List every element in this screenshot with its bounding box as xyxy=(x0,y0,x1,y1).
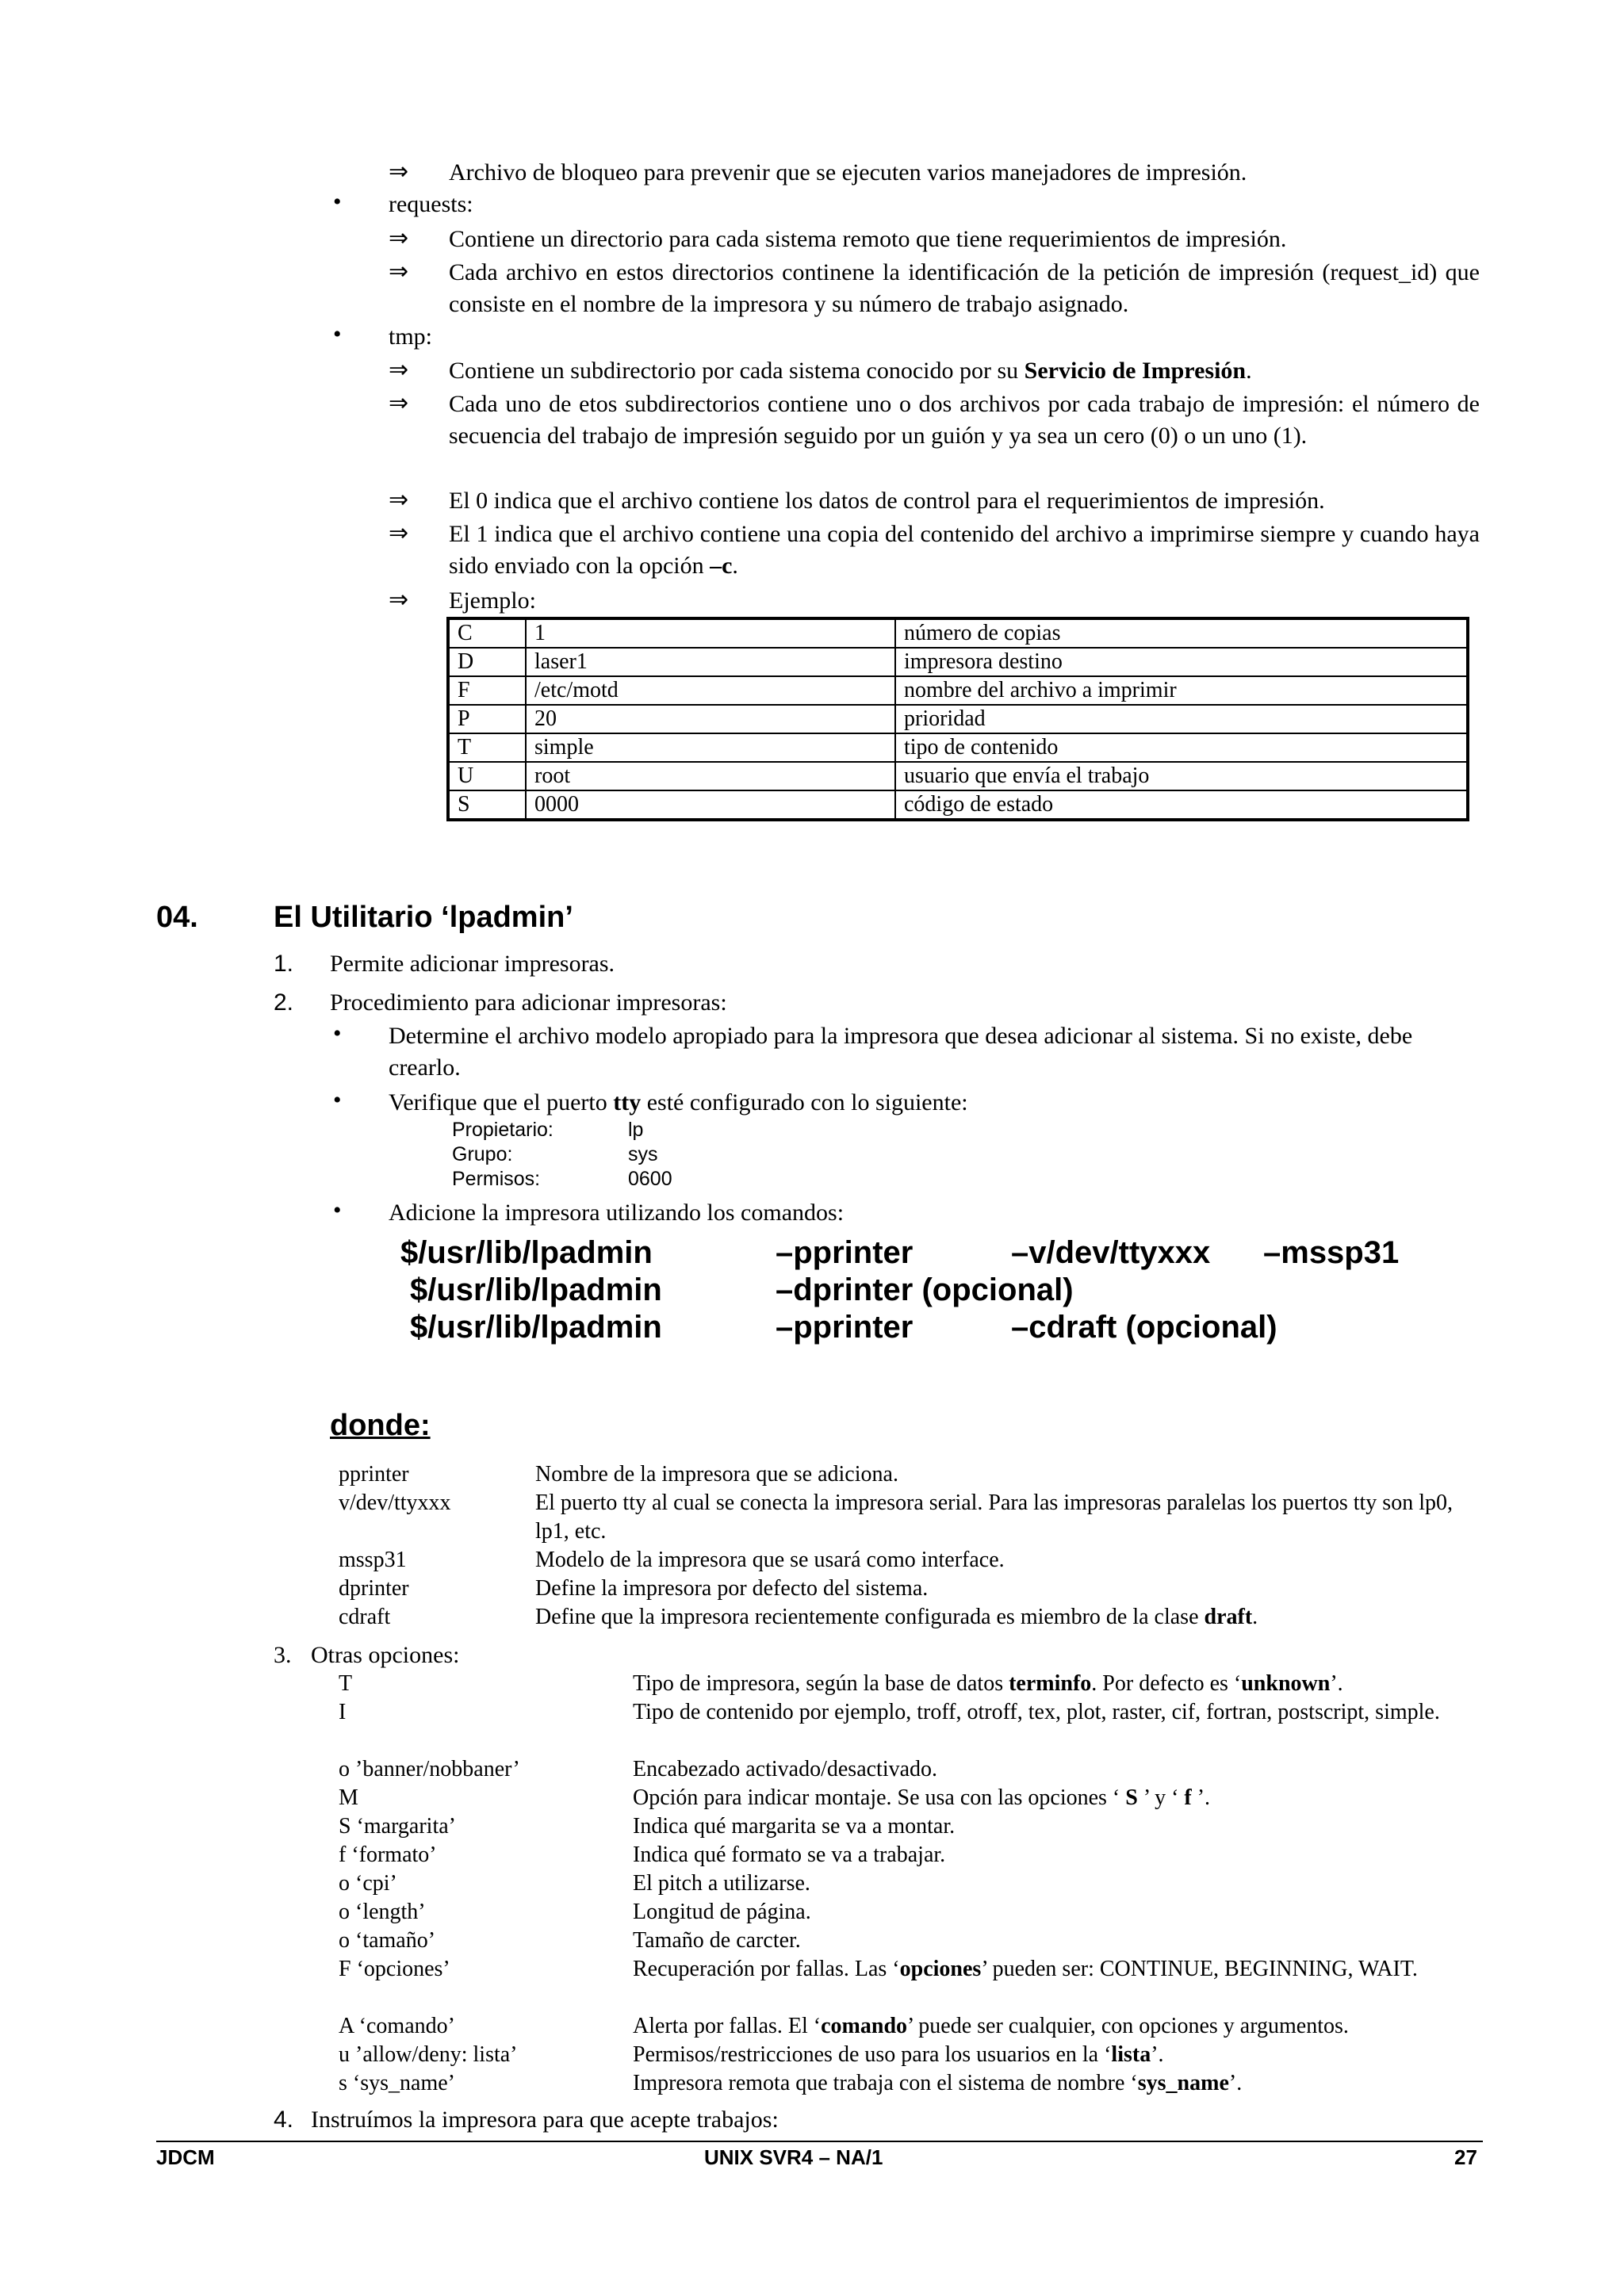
tmp-item-3: El 0 indica que el archivo contiene los datos de control para el requerimientos de impresión. xyxy=(449,488,1325,514)
option-term: o ‘tamaño’ xyxy=(339,1928,436,1953)
arrow-icon: ⇒ xyxy=(389,389,409,417)
list-number: 1. xyxy=(274,951,294,977)
table-cell: número de copias xyxy=(895,618,1468,648)
table-cell: usuario que envía el trabajo xyxy=(895,762,1468,790)
arrow-icon: ⇒ xyxy=(389,586,409,614)
table-row xyxy=(448,676,1468,705)
table-cell: simple xyxy=(526,733,895,762)
table-cell: U xyxy=(448,762,526,790)
table-row xyxy=(448,648,1468,676)
list-number: 2. xyxy=(274,989,294,1016)
list-item: Otras opciones: xyxy=(311,1642,460,1668)
footer-title: UNIX SVR4 – NA/1 xyxy=(704,2145,883,2169)
table-cell: 1 xyxy=(526,618,895,648)
option-desc: El pitch a utilizarse. xyxy=(633,1871,810,1896)
definition-desc: Define la impresora por defecto del sistema. xyxy=(535,1576,929,1601)
definition-term: pprinter xyxy=(339,1462,409,1487)
option-term: o ’banner/nobbaner’ xyxy=(339,1757,520,1781)
definition-desc: Modelo de la impresora que se usará como interface. xyxy=(535,1548,1005,1572)
page-number: 27 xyxy=(1454,2145,1477,2169)
command-option: –dprinter (opcional) xyxy=(776,1272,1074,1307)
option-desc: Tipo de impresora, según la base de datos terminfo. Por defecto es ‘unknown’. xyxy=(633,1671,1343,1696)
table-cell: laser1 xyxy=(526,648,895,676)
option-desc: Tamaño de carcter. xyxy=(633,1928,801,1953)
option-term: u ’allow/deny: lista’ xyxy=(339,2042,518,2067)
list-item: Procedimiento para adicionar impresoras: xyxy=(330,989,727,1016)
table-cell: F xyxy=(448,676,526,705)
definition-term: mssp31 xyxy=(339,1548,407,1572)
table-cell: 0000 xyxy=(526,790,895,820)
arrow-icon: ⇒ xyxy=(389,519,409,547)
option-term: M xyxy=(339,1785,358,1810)
tmp-item-4: El 1 indica que el archivo contiene una copia del contenido del archivo a imprimirse siempre y cuando haya sido enviado con la opción –c. xyxy=(449,521,1480,579)
procedure-step-2: Verifique que el puerto tty esté configurado con lo siguiente: xyxy=(389,1089,968,1115)
option-term: s ‘sys_name’ xyxy=(339,2071,455,2095)
command-path: $/usr/lib/lpadmin xyxy=(400,1235,653,1270)
bullet-icon: • xyxy=(333,1020,342,1047)
table-cell: prioridad xyxy=(895,705,1468,733)
procedure-step-3: Adicione la impresora utilizando los comandos: xyxy=(389,1200,845,1226)
option-desc: Indica qué margarita se va a montar. xyxy=(633,1814,956,1839)
definition-term: cdraft xyxy=(339,1605,391,1629)
donde-heading: donde: xyxy=(330,1409,431,1442)
option-term: f ‘formato’ xyxy=(339,1843,437,1867)
table-cell: 20 xyxy=(526,705,895,733)
section-title: El Utilitario ‘lpadmin’ xyxy=(274,901,573,934)
section-number: 04. xyxy=(156,901,198,934)
bullet-icon: • xyxy=(333,1087,342,1113)
option-desc: Encabezado activado/desactivado. xyxy=(633,1757,938,1781)
tty-key: Grupo: xyxy=(452,1143,513,1165)
tty-key: Propietario: xyxy=(452,1119,553,1141)
example-table xyxy=(446,617,1469,821)
list-number: 3. xyxy=(274,1642,292,1668)
command-option: –pprinter xyxy=(776,1235,914,1270)
table-cell: S xyxy=(448,790,526,820)
option-term: o ‘cpi’ xyxy=(339,1871,397,1896)
list-item: Permite adicionar impresoras. xyxy=(330,951,615,977)
table-cell: P xyxy=(448,705,526,733)
requests-label: requests: xyxy=(389,191,473,217)
option-desc: Opción para indicar montaje. Se usa con las opciones ‘ S ’ y ‘ f ’. xyxy=(633,1785,1211,1810)
list-item: Instruímos la impresora para que acepte trabajos: xyxy=(311,2107,779,2133)
command-option: –cdraft (opcional) xyxy=(1011,1310,1277,1345)
option-desc: Indica qué formato se va a trabajar. xyxy=(633,1843,946,1867)
table-row xyxy=(448,618,1468,648)
table-cell: D xyxy=(448,648,526,676)
command-option: –pprinter xyxy=(776,1310,914,1345)
option-term: A ‘comando’ xyxy=(339,2014,455,2038)
command-option: –mssp31 xyxy=(1263,1235,1400,1270)
option-desc: Recuperación por fallas. Las ‘opciones’ pueden ser: CONTINUE, BEGINNING, WAIT. xyxy=(633,1957,1418,1981)
option-term: o ‘length’ xyxy=(339,1900,426,1924)
table-cell: código de estado xyxy=(895,790,1468,820)
arrow-icon: ⇒ xyxy=(389,356,409,384)
command-option: –v/dev/ttyxxx xyxy=(1011,1235,1211,1270)
bullet-icon: • xyxy=(333,189,342,215)
list-number: 4. xyxy=(274,2107,294,2133)
command-path: $/usr/lib/lpadmin xyxy=(410,1310,662,1345)
tmp-item-1: Contiene un subdirectorio por cada sistema conocido por su Servicio de Impresión. xyxy=(449,358,1252,384)
option-desc: Alerta por fallas. El ‘comando’ puede ser cualquier, con opciones y argumentos. xyxy=(633,2014,1349,2038)
table-cell: /etc/motd xyxy=(526,676,895,705)
bullet-icon: • xyxy=(333,1197,342,1223)
procedure-step-1: Determine el archivo modelo apropiado para la impresora que desea adicionar al sistema. Si no existe, debe crearlo. xyxy=(389,1023,1413,1081)
option-desc: Longitud de página. xyxy=(633,1900,811,1924)
table-row xyxy=(448,733,1468,762)
table-cell: C xyxy=(448,618,526,648)
arrow-icon: ⇒ xyxy=(389,158,409,186)
table-row xyxy=(448,705,1468,733)
tmp-label: tmp: xyxy=(389,323,433,350)
tty-value: 0600 xyxy=(628,1168,672,1190)
option-term: F ‘opciones’ xyxy=(339,1957,450,1981)
option-desc: Tipo de contenido por ejemplo, troff, otroff, tex, plot, raster, cif, fortran, postscript, simple. xyxy=(633,1700,1440,1724)
definition-desc: El puerto tty al cual se conecta la impresora serial. Para las impresoras paralelas los puertos tty son lp0, lp1, etc. xyxy=(535,1490,1453,1544)
table-row xyxy=(448,790,1468,820)
tty-value: lp xyxy=(628,1119,644,1141)
command-path: $/usr/lib/lpadmin xyxy=(410,1272,662,1307)
table-cell: impresora destino xyxy=(895,648,1468,676)
definition-desc: Define que la impresora recientemente configurada es miembro de la clase draft. xyxy=(535,1605,1258,1629)
footer-author: JDCM xyxy=(156,2145,215,2169)
tty-value: sys xyxy=(628,1143,658,1165)
table-cell: T xyxy=(448,733,526,762)
option-desc: Impresora remota que trabaja con el sistema de nombre ‘sys_name’. xyxy=(633,2071,1243,2095)
tmp-item-2: Cada uno de etos subdirectorios contiene uno o dos archivos por cada trabajo de impresión: el número de secuencia del trabajo de impresión seguido por un guión y ya sea un cero (0) o un uno (1). xyxy=(449,391,1480,449)
example-label: Ejemplo: xyxy=(449,587,536,614)
table-cell: root xyxy=(526,762,895,790)
intro-item-lock: Archivo de bloqueo para prevenir que se ejecuten varios manejadores de impresión. xyxy=(449,159,1247,186)
option-term: I xyxy=(339,1700,347,1724)
definition-desc: Nombre de la impresora que se adiciona. xyxy=(535,1462,898,1487)
arrow-icon: ⇒ xyxy=(389,224,409,252)
arrow-icon: ⇒ xyxy=(389,486,409,514)
option-term: T xyxy=(339,1671,353,1696)
arrow-icon: ⇒ xyxy=(389,258,409,285)
table-cell: nombre del archivo a imprimir xyxy=(895,676,1468,705)
requests-item-1: Contiene un directorio para cada sistema remoto que tiene requerimientos de impresión. xyxy=(449,226,1287,252)
option-desc: Permisos/restricciones de uso para los usuarios en la ‘lista’. xyxy=(633,2042,1164,2067)
definition-term: dprinter xyxy=(339,1576,409,1601)
table-row xyxy=(448,762,1468,790)
bullet-icon: • xyxy=(333,321,342,347)
definition-term: v/dev/ttyxxx xyxy=(339,1490,451,1515)
tty-key: Permisos: xyxy=(452,1168,541,1190)
requests-item-2: Cada archivo en estos directorios continene la identificación de la petición de impresión (request_id) que consiste en el nombre de la impresora y su número de trabajo asignado. xyxy=(449,259,1480,317)
table-cell: tipo de contenido xyxy=(895,733,1468,762)
footer-rule xyxy=(156,2141,1483,2142)
option-term: S ‘margarita’ xyxy=(339,1814,456,1839)
